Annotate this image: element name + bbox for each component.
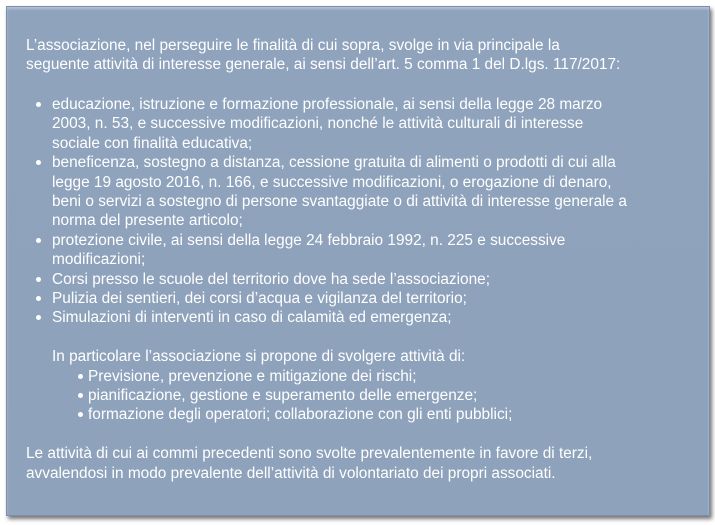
particular-heading: In particolare l’associazione si propone di svolgere attività di:: [52, 348, 466, 366]
bullet-icon: [78, 374, 83, 379]
bullet-item-line: Simulazioni di interventi in caso di calamità ed emergenza;: [52, 309, 452, 327]
bullet-item-line: Pulizia dei sentieri, dei corsi d’acqua e vigilanza del territorio;: [52, 290, 467, 307]
bullet-icon: [36, 102, 41, 107]
bullet-item-line: 2003, n. 53, e successive modificazioni, nonché le attività culturali di interesse: [52, 115, 584, 133]
bullet-item-line: norma del presente articolo;: [52, 212, 243, 230]
bullet-item-line: modificazioni;: [52, 251, 146, 269]
bullet-icon: [78, 393, 83, 398]
bullet-item-line: Corsi presso le scuole del territorio dove ha sede l’associazione;: [52, 270, 491, 288]
intro-line: L’associazione, nel perseguire le finalità di cui sopra, svolge in via principale la: [26, 37, 560, 54]
bullet-icon: [36, 277, 41, 282]
sub-bullet-item: formazione degli operatori; collaborazione con gli enti pubblici;: [88, 406, 513, 424]
sub-bullet-item: Previsione, prevenzione e mitigazione dei rischi;: [88, 367, 417, 385]
sub-bullet-item: pianificazione, gestione e superamento delle emergenze;: [88, 387, 478, 404]
bullet-icon: [36, 238, 41, 243]
bullet-icon: [36, 296, 41, 301]
bullet-item-line: educazione, istruzione e formazione professionale, ai sensi della legge 28 marzo: [52, 96, 603, 113]
bullet-item-line: beni o servizi a sostegno di persone svantaggiate o di attività di interesse generale a: [52, 193, 627, 210]
bullet-item-line: sociale con finalità educativa;: [52, 134, 253, 152]
closing-line: avvalendosi in modo prevalente dell’attività di volontariato dei propri associati.: [26, 464, 556, 482]
intro-line: seguente attività di interesse generale, ai sensi dell’art. 5 comma 1 del D.lgs. 117/2017:: [26, 56, 621, 74]
closing-line: Le attività di cui ai commi precedenti sono svolte prevalentemente in favore di terzi,: [26, 445, 593, 463]
bullet-item-line: beneficenza, sostegno a distanza, cessione gratuita di alimenti o prodotti di cui alla: [52, 154, 616, 172]
bullet-item-line: protezione civile, ai sensi della legge 24 febbraio 1992, n. 225 e successive: [52, 231, 566, 249]
bullet-item-line: legge 19 agosto 2016, n. 166, e successive modificazioni, o erogazione di denaro,: [52, 173, 612, 191]
